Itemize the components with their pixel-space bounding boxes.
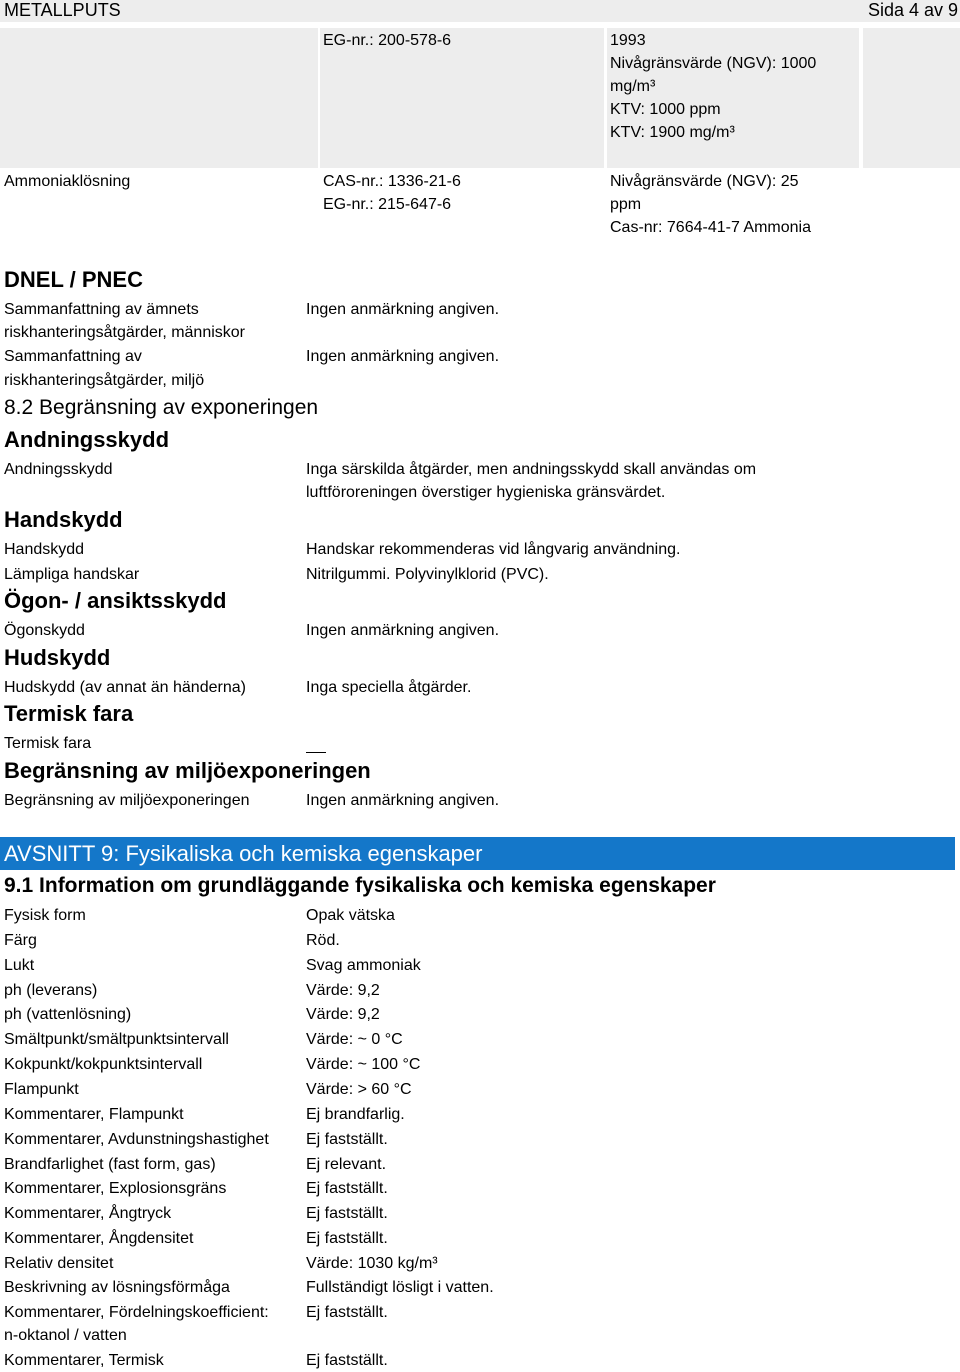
gloves-value: Nitrilgummi. Polyvinylklorid (PVC). — [306, 566, 549, 583]
cas-number: CAS-nr.: 1336-21-6 — [323, 173, 461, 190]
property-value: Värde: ~ 0 °C — [306, 1031, 403, 1048]
property-value: Ej relevant. — [306, 1156, 387, 1173]
eg-number: EG-nr.: 200-578-6 — [323, 32, 452, 49]
property-label: Lukt — [4, 957, 35, 974]
dnel-heading: DNEL / PNEC — [4, 267, 143, 292]
limit-text: mg/m³ — [610, 78, 656, 95]
hand-heading: Handskydd — [4, 507, 123, 532]
property-label: Kommentarer, Termisk — [4, 1352, 164, 1369]
property-label: Fysisk form — [4, 907, 86, 924]
eg-number: EG-nr.: 215-647-6 — [323, 196, 452, 213]
gloves-label: Lämpliga handskar — [4, 566, 140, 583]
environment-heading: Begränsning av miljöexponeringen — [4, 758, 371, 783]
property-value: Ej fastställt. — [306, 1205, 388, 1222]
property-value: Värde: > 60 °C — [306, 1081, 412, 1098]
property-label: Brandfarlighet (fast form, gas) — [4, 1156, 216, 1173]
respiratory-value: luftföroreningen överstiger hygieniska gränsvärdet. — [306, 484, 666, 501]
empty-value-dash — [306, 752, 326, 753]
limit-text: Nivågränsvärde (NGV): 1000 — [610, 55, 817, 72]
property-value: Ej brandfarlig. — [306, 1106, 405, 1123]
property-value: Ej fastställt. — [306, 1131, 388, 1148]
property-value: Ej fastställt. — [306, 1230, 388, 1247]
table-cell-shaded-4 — [863, 28, 960, 168]
respiratory-value: Inga särskilda åtgärder, men andningsskydd skall användas om — [306, 461, 757, 478]
property-value: Ej fastställt. — [306, 1180, 388, 1197]
section-9-banner-title: AVSNITT 9: Fysikaliska och kemiska egenskaper — [4, 841, 483, 866]
table-cell-shaded-1 — [0, 28, 318, 168]
property-label: Flampunkt — [4, 1081, 79, 1098]
eye-heading: Ögon- / ansiktsskydd — [4, 588, 227, 613]
property-label: Relativ densitet — [4, 1255, 114, 1272]
property-value: Värde: 9,2 — [306, 1006, 380, 1023]
property-label: Kommentarer, Fördelningskoefficient: — [4, 1304, 269, 1321]
skin-heading: Hudskydd — [4, 645, 111, 670]
thermal-label: Termisk fara — [4, 735, 92, 752]
property-label: Beskrivning av lösningsförmåga — [4, 1279, 230, 1296]
dnel-value: Ingen anmärkning angiven. — [306, 301, 500, 318]
substance-name: Ammoniaklösning — [4, 173, 131, 190]
property-label: ph (vattenlösning) — [4, 1006, 132, 1023]
section-9-1-title: 9.1 Information om grundläggande fysikaliska och kemiska egenskaper — [4, 874, 716, 897]
respiratory-heading: Andningsskydd — [4, 427, 170, 452]
environment-value: Ingen anmärkning angiven. — [306, 792, 500, 809]
eye-label: Ögonskydd — [4, 622, 85, 639]
dnel-value: Ingen anmärkning angiven. — [306, 348, 500, 365]
environment-label: Begränsning av miljöexponeringen — [4, 792, 250, 809]
property-label: Kommentarer, Ångdensitet — [4, 1230, 194, 1247]
document-title: METALLPUTS — [4, 0, 121, 20]
section-9-banner — [0, 837, 955, 870]
property-label: Färg — [4, 932, 37, 949]
dnel-label: Sammanfattning av ämnets — [4, 301, 199, 318]
property-label: Kommentarer, Avdunstningshastighet — [4, 1131, 269, 1148]
dnel-label: riskhanteringsåtgärder, miljö — [4, 372, 205, 389]
property-value: Röd. — [306, 932, 340, 949]
property-label: Smältpunkt/smältpunktsintervall — [4, 1031, 229, 1048]
property-value: Ej fastställt. — [306, 1304, 388, 1321]
dnel-label: riskhanteringsåtgärder, människor — [4, 324, 246, 341]
property-value: Ej fastställt. — [306, 1352, 388, 1369]
property-value: Svag ammoniak — [306, 957, 421, 974]
property-label: ph (leverans) — [4, 982, 98, 999]
property-label-continued: n-oktanol / vatten — [4, 1327, 127, 1344]
page-number: Sida 4 av 9 — [867, 0, 958, 20]
property-label: Kommentarer, Ångtryck — [4, 1205, 172, 1222]
property-label: Kommentarer, Flampunkt — [4, 1106, 184, 1123]
property-value: Opak vätska — [306, 907, 395, 924]
limit-text: KTV: 1900 mg/m³ — [610, 124, 735, 141]
eye-value: Ingen anmärkning angiven. — [306, 622, 500, 639]
property-value: Värde: 1030 kg/m³ — [306, 1255, 438, 1272]
header-bar — [0, 0, 960, 22]
thermal-heading: Termisk fara — [4, 701, 134, 726]
respiratory-label: Andningsskydd — [4, 461, 113, 478]
limit-text: Nivågränsvärde (NGV): 25 — [610, 173, 799, 190]
limit-text: Cas-nr: 7664-41-7 Ammonia — [610, 219, 811, 236]
section-8-2-title: 8.2 Begränsning av exponeringen — [4, 396, 319, 419]
hand-value: Handskar rekommenderas vid långvarig användning. — [306, 541, 681, 558]
limit-text: KTV: 1000 ppm — [610, 101, 721, 118]
property-value: Värde: ~ 100 °C — [306, 1056, 421, 1073]
property-label: Kommentarer, Explosionsgräns — [4, 1180, 227, 1197]
property-value: Värde: 9,2 — [306, 982, 380, 999]
dnel-label: Sammanfattning av — [4, 348, 142, 365]
skin-label: Hudskydd (av annat än händerna) — [4, 679, 246, 696]
skin-value: Inga speciella åtgärder. — [306, 679, 472, 696]
limit-text: 1993 — [610, 32, 646, 49]
property-value: Fullständigt lösligt i vatten. — [306, 1279, 494, 1296]
property-label: Kokpunkt/kokpunktsintervall — [4, 1056, 203, 1073]
limit-text: ppm — [610, 196, 642, 213]
hand-label: Handskydd — [4, 541, 85, 558]
